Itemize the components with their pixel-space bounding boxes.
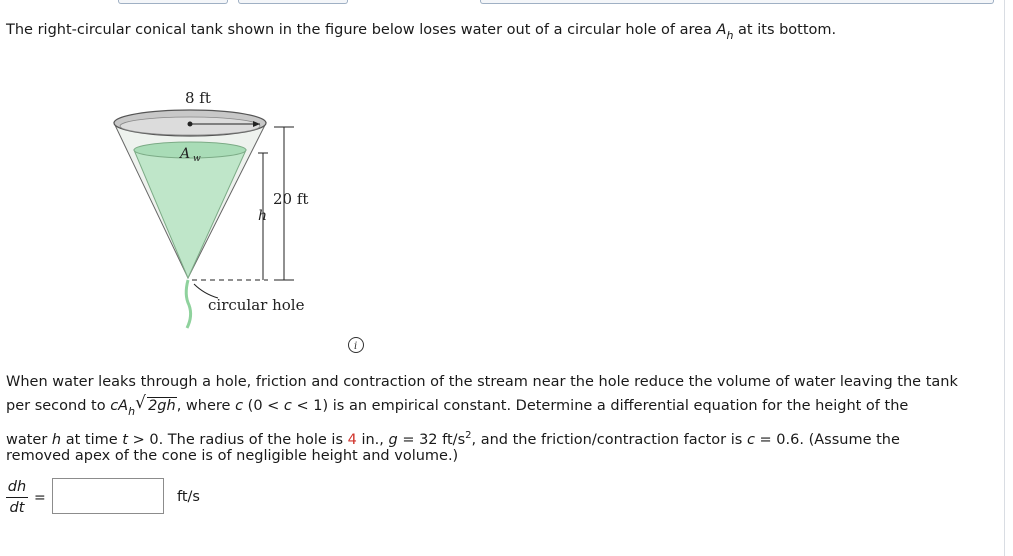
line2-sub: h	[128, 405, 136, 418]
paragraph-line-4: removed apex of the cone is of negligible height and volume.)	[6, 448, 459, 464]
line3-text-d: in.,	[356, 431, 389, 448]
line3-h: h	[51, 431, 62, 448]
top-tab-1	[118, 0, 228, 4]
equals-sign: =	[34, 490, 46, 506]
line3-t: t	[122, 431, 128, 448]
line3-text-c: > 0. The radius of the hole is	[127, 431, 348, 448]
line2-A: A	[118, 398, 129, 414]
paragraph-line-2	[6, 396, 908, 417]
prompt-text-after: at its bottom.	[733, 22, 837, 38]
line3-c4: c	[746, 431, 755, 448]
water-area-sub: w	[193, 154, 201, 164]
line2-text-b: , where	[176, 398, 236, 414]
line3-exponent: 2	[465, 430, 472, 441]
top-tab-3	[480, 0, 994, 4]
fraction-denominator: dt	[9, 500, 25, 516]
line3-text-f: , and the friction/contraction factor is	[471, 431, 747, 448]
answer-unit: ft/s	[177, 489, 200, 505]
h-label: h	[258, 208, 268, 224]
top-diameter-label: 8 ft	[185, 89, 211, 107]
prompt-text-before: The right-circular conical tank shown in the figure below loses water out of a circular hole of area	[6, 22, 717, 38]
leak-stream	[186, 280, 190, 328]
sqrt-expression	[135, 396, 177, 416]
line3-g: g	[388, 431, 398, 448]
line2-c: c	[110, 398, 119, 414]
line2-range2: < 1) is an empirical constant. Determine a differential equation for the height of the	[291, 398, 909, 414]
tank-diagram	[100, 80, 340, 340]
info-icon[interactable]	[347, 336, 365, 354]
line2-c2: c	[235, 398, 244, 414]
line2-c3: c	[283, 398, 292, 414]
conical-tank-figure	[100, 80, 340, 340]
answer-input[interactable]	[52, 478, 164, 514]
fraction-numerator: dh	[6, 479, 28, 498]
paragraph-line-1: When water leaks through a hole, friction and contraction of the stream near the hole reduce the volume of water leaving the tank	[6, 374, 958, 390]
question-prompt	[6, 22, 837, 42]
height-label: 20 ft	[273, 190, 309, 208]
svg-text:i: i	[354, 341, 358, 352]
line2-text-a: per second to	[6, 398, 111, 414]
sqrt-body: 2gh	[148, 398, 176, 414]
line3-text-a: water	[6, 431, 52, 448]
hole-radius-value: 4	[347, 431, 357, 448]
line3-text-b: at time	[61, 431, 123, 448]
circular-hole-label: circular hole	[208, 296, 305, 314]
line3-text-g: = 0.6. (Assume the	[754, 431, 900, 448]
water-body	[134, 150, 246, 278]
prompt-area-sub: h	[726, 29, 734, 42]
water-area-label: A	[180, 146, 191, 162]
dh-dt-fraction	[6, 479, 28, 516]
right-divider	[1004, 0, 1005, 556]
prompt-area-var: A	[716, 22, 727, 38]
top-tab-2	[238, 0, 348, 4]
line2-range: (0 <	[243, 398, 284, 414]
line3-text-e: = 32 ft/s	[397, 431, 466, 448]
